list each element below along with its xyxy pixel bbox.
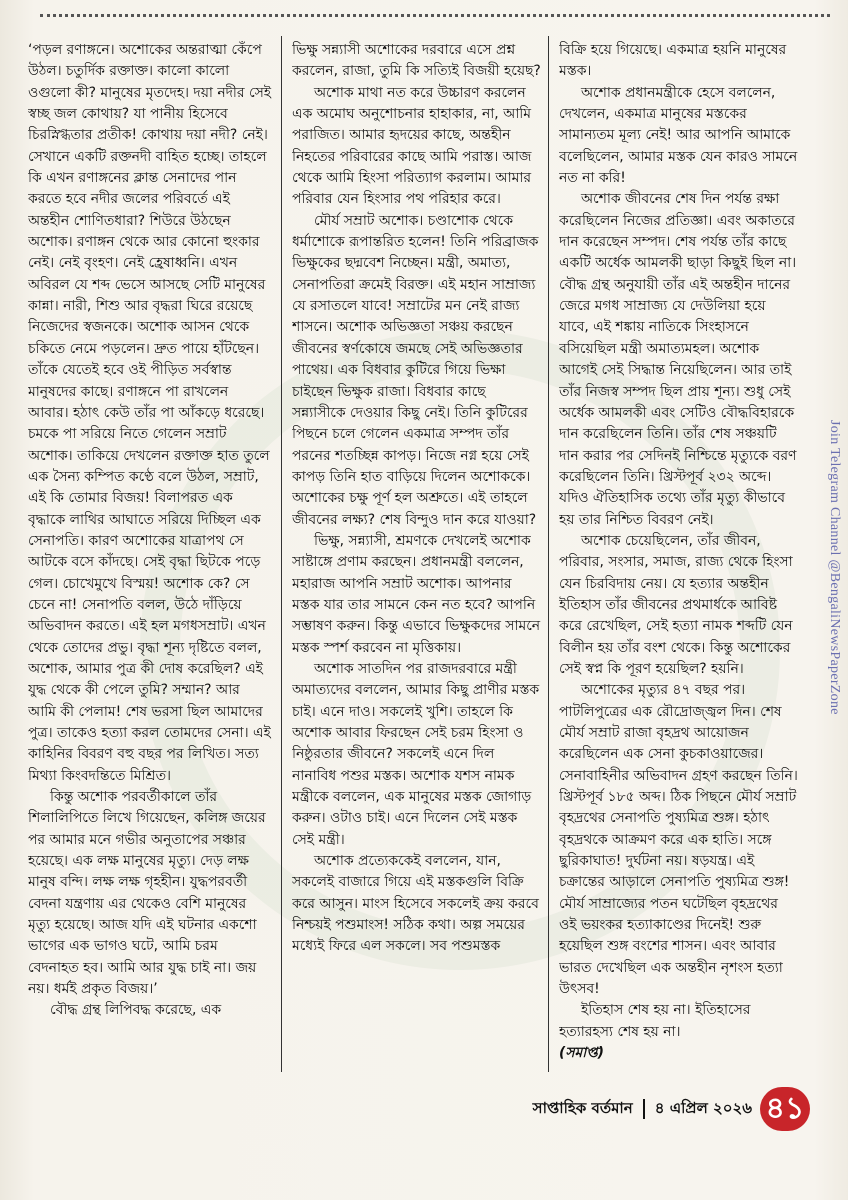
page-number-badge: ৪১: [760, 1087, 810, 1131]
paragraph: অশোক প্রধানমন্ত্রীকে হেসে বললেন, দেখলেন, একমাত্র মানুষের মস্তকের সামান্যতম মূল্য নেই! আর আপনি আমাকে বলেছিলেন, আমার মস্তক যেন কারও সামনে নত না করি!: [559, 84, 798, 187]
paragraph: বিক্রি হয়ে গিয়েছে। একমাত্র হয়নি মানুষের মস্তক।: [559, 42, 787, 80]
column-divider: [548, 36, 549, 1072]
text-column-3: [559, 40, 799, 1074]
magazine-name: সাপ্তাহিক বর্তমান: [532, 1098, 633, 1117]
top-dotted-rule: [40, 14, 830, 21]
paragraph: অশোক চেয়েছিলেন, তাঁর জীবন, পরিবার, সংসার, সমাজ, রাজ্য থেকে হিংসা যেন চিরবিদায় নেয়। যে হত্যার অন্তহীন ইতিহাস তাঁর জীবনের প্রথমার্ধকে আবিষ্ট করে রেখেছিল, সেই হত্যা নামক শব্দটি যেন বিলীন হয় তাঁর বংশ থেকে। কিন্তু অশোকের সেই স্বপ্ন কি পূরণ হয়েছিল? হয়নি।: [559, 532, 793, 677]
paragraph: কিন্তু অশোক পরবর্তীকালে তাঁর শিলালিপিতে লিখে গিয়েছেন, কলিঙ্গ জয়ের পর আমার মনে গভীর অনুতাপের সঞ্চার হয়েছে। এক লক্ষ মানুষের মৃত্যু। দেড় লক্ষ মানুষ বন্দি। লক্ষ লক্ষ গৃহহীন। যুদ্ধপরবর্তী বেদনা যন্ত্রণায় এর থেকেও বেশি মানুষের মৃত্যু হয়েছে। আজ যদি এই ঘটনার একশো ভাগের এক ভাগও ঘটে, আমি চরম বেদনাহত হব। আমি আর যুদ্ধ চাই না। জয় নয়। ধর্মই প্রকৃত বিজয়।’: [28, 789, 266, 998]
paragraph: অশোকের মৃত্যুর ৪৭ বছর পর। পাটলিপুত্রের এক রৌদ্রোজ্জ্বল দিন। শেষ মৌর্য সম্রাট রাজা বৃহদ্রথ আয়োজন করেছিলেন এক সেনা কুচকাওয়াজের। সেনাবাহিনীর অভিবাদন গ্রহণ করছেন তিনি। খ্রিস্টপূর্ব ১৮৫ অব্দ। ঠিক পিছনে মৌর্য সম্রাট বৃহদ্রথের সেনাপতি পুষ্যমিত্র শুঙ্গ। হঠাৎ বৃহদ্রথকে আক্রমণ করে এক হাতি। সঙ্গে ছুরিকাঘাত! দুর্ঘটনা নয়। ষড়যন্ত্র। এই চক্রান্তের আড়ালে সেনাপতি পুষ্যমিত্র শুঙ্গ! মৌর্য সাম্রাজ্যের পতন ঘটেছিল বৃহদ্রথের ওই ভয়ংকর হত্যাকাণ্ডের দিনেই! শুরু হয়েছিল শুঙ্গ বংশের শাসন। এবং আবার ভারত দেখেছিল এক অন্তহীন নৃশংস হত্যা উৎসব!: [559, 682, 798, 998]
end-mark: (সমাপ্ত): [559, 1045, 605, 1062]
paragraph: অশোক জীবনের শেষ দিন পর্যন্ত রক্ষা করেছিলেন নিজের প্রতিজ্ঞা। এবং অকাতরে দান করেছেন সম্পদ। শেষ পর্যন্ত তাঁর কাছে একটি অর্ধেক আমলকী ছাড়া কিছুই ছিল না। বৌদ্ধ গ্রন্থ অনুযায়ী তাঁর এই অন্তহীন দানের জেরে মগধ সাম্রাজ্য যে দেউলিয়া হয়ে যাবে, এই শঙ্কায় নাতিকে সিংহাসনে বসিয়েছিল মন্ত্রী অমাত্যমহল। অশোক আগেই সেই সিদ্ধান্ত নিয়েছিলেন। আর তাই তাঁর নিজস্ব সম্পদ ছিল প্রায় শূন্য। শুধু সেই অর্ধেক আমলকী এবং সেটিও বৌদ্ধবিহারকে দান করেছিলেন তিনি। তাঁর শেষ সঞ্চয়টি দান করার পর সেদিনই নিশ্চিন্তে মৃত্যুকে বরণ করেছিলেন তিনি। খ্রিস্টপূর্ব ২৩২ অব্দে। যদিও ঐতিহাসিক তথ্যে তাঁর মৃত্যু কীভাবে হয় তার নিশ্চিত বিবরণ নেই।: [559, 191, 797, 528]
paragraph: অশোক প্রত্যেককেই বললেন, যান, সকলেই বাজারে গিয়ে এই মস্তকগুলি বিক্রি করে আসুন। মাংস হিসেবে সকলেই ক্রয় করবে নিশ্চয়ই পশুমাংস! সঠিক কথা। অল্প সময়ের মধ্যেই ফিরে এল সকলে। সব পশুমস্তক: [292, 853, 539, 955]
paragraph: অশোক সাতদিন পর রাজদরবারে মন্ত্রী অমাত্যদের বললেন, আমার কিছু প্রাণীর মস্তক চাই। এনে দাও। সকলেই খুশি। তাহলে কি অশোক আবার ফিরছেন সেই চরম হিংসা ও নিষ্ঠুরতার জীবনে? সকলেই এনে দিল নানাবিধ পশুর মস্তক। অশোক যশস নামক মন্ত্রীকে বললেন, এক মানুষের মস্তক জোগাড় করুন। ওটাও চাই। এনে দিলেন সেই মস্তক সেই মন্ত্রী।: [292, 660, 540, 848]
paragraph: ভিক্ষু, সন্ন্যাসী, শ্রমণকে দেখলেই অশোক সাষ্টাঙ্গে প্রণাম করছেন। প্রধানমন্ত্রী বললেন, মহারাজ আপনি সম্রাট অশোক। আপনার মস্তক যার তার সামনে কেন নত হবে? আপনি সম্ভাষণ করুন। কিন্তু এভাবে ভিক্ষুকদের সামনে মস্তক স্পর্শ করবেন না মৃত্তিকায়।: [292, 532, 541, 656]
paragraph: ভিক্ষু সন্ন্যাসী অশোকের দরবারে এসে প্রশ্ন করলেন, রাজা, তুমি কি সত্যিই বিজয়ী হয়েছ?: [292, 42, 541, 80]
footer-separator: [643, 1099, 645, 1119]
paragraph: ইতিহাস শেষ হয় না। ইতিহাসের হত্যারহস্য শেষ হয় না।: [559, 1002, 751, 1040]
paragraph: অশোক মাথা নত করে উচ্চারণ করলেন এক অমোঘ অনুশোচনার হাহাকার, না, আমি পরাজিত। আমার হৃদয়ের কাছে, অন্তহীন নিহতের পরিবারের কাছে আমি পরাস্ত। আজ থেকে আমি হিংসা পরিত্যাগ করলাম। আমার পরিবার যেন হিংসার পথ পরিহার করে।: [292, 84, 532, 208]
page-footer: [533, 1084, 810, 1134]
text-column-2: [292, 40, 542, 1074]
paragraph: ‘পড়ল রণাঙ্গনে। অশোকের অন্তরাত্মা কেঁপে উঠল। চতুর্দিক রক্তাক্ত। কালো কালো ওগুলো কী? মানুষের মৃতদেহ। দয়া নদীর সেই স্বচ্ছ জল কোথায়? যা পানীয় হিসেবে চিরস্নিগ্ধতার প্রতীক! কোথায় দয়া নদী? নেই। সেখানে একটি রক্তনদী বাহিত হচ্ছে। তাহলে কি এখন রণাঙ্গনের ক্লান্ত সেনাদের পান করতে হবে নদীর জলের পরিবর্তে এই অন্তহীন শোণিতধারা? শিউরে উঠছেন অশোক। রণাঙ্গন থেকে আর কোনো হুংকার নেই। নেই বৃংহণ। নেই হ্রেষাধ্বনি। এখন অবিরল যে শব্দ ভেসে আসছে সেটি মানুষের কান্না। নারী, শিশু আর বৃদ্ধরা ঘিরে রয়েছে নিজেদের স্বজনকে। অশোক আসন থেকে চকিতে নেমে পড়লেন। দ্রুত পায়ে হাঁটছেন। তাঁকে যেতেই হবে ওই পীড়িত সর্বস্বান্ত মানুষদের কাছে। রণাঙ্গনে পা রাখলেন আবার। হঠাৎ কেউ তাঁর পা আঁকড়ে ধরেছে। চমকে পা সরিয়ে নিতে গেলেন সম্রাট অশোক। তাকিয়ে দেখলেন রক্তাক্ত হাত তুলে এক সৈন্য কম্পিত কণ্ঠে বলে উঠল, সম্রাট, এই কি তোমার বিজয়! বিলাপরত এক বৃদ্ধাকে লাথির আঘাতে সরিয়ে দিচ্ছিল এক সেনাপতি। কারণ অশোকের যাত্রাপথ সে আটকে বসে কাঁদছে। সেই বৃদ্ধা ছিটকে পড়ে গেল। চোখেমুখে বিস্ময়! অশোক কে? সে চেনে না! সেনাপতি বলল, উঠে দাঁড়িয়ে অভিবাদন করতে। এই হল মগধসম্রাট। এখন থেকে তোদের প্রভু। বৃদ্ধা শূন্য দৃষ্টিতে বলল, অশোক, আমার পুত্র কী দোষ করেছিল? এই যুদ্ধ থেকে কী পেলে তুমি? সম্মান? আর আমি কী পেলাম! শেষ ভরসা ছিল আমাদের পুত্র। তাকেও হত্যা করল তোমদের সেনা। এই কাহিনির বিবরণ বহু বছর পর লিখিত। সত্য মিথ্যা কিংবদন্তিতে মিশ্রিত।: [28, 42, 272, 784]
paragraph: মৌর্য সম্রাট অশোক। চণ্ডাশোক থেকে ধর্মাশোকে রূপান্তরিত হলেন! তিনি পরিব্রাজক ভিক্ষুকের ছদ্মবেশ নিচ্ছেন। মন্ত্রী, অমাত্য, সেনাপতিরা ক্রমেই বিরক্ত। এই মহান সাম্রাজ্য যে রসাতলে যাবে! সম্রাটের মন নেই রাজ্য শাসনে। অশোক অভিজ্ঞতা সঞ্চয় করছেন জীবনের স্বর্ণকোষে জমছে সেই অভিজ্ঞতার পাথেয়। এক বিধবার কুটিরে গিয়ে ভিক্ষা চাইছেন ভিক্ষুক রাজা। বিধবার কাছে সন্ন্যাসীকে দেওয়ার কিছু নেই। তিনি কুটিরের পিছনে চলে গেলেন একমাত্র সম্পদ তাঁর পরনের শতচ্ছিন্ন কাপড়। নিজে নগ্ন হয়ে সেই কাপড় তিনি হাত বাড়িয়ে দিলেন অশোককে। অশোকের চক্ষু পূর্ণ হল অশ্রুতে। এই তাহলে জীবনের লক্ষ্য? শেষ বিন্দুও দান করে যাওয়া?: [292, 212, 539, 528]
column-divider: [281, 36, 282, 1072]
side-watermark: Join Telegram Channel @BengaliNewsPaperZone: [827, 420, 842, 715]
issue-date: ৪ এপ্রিল ২০২৬: [654, 1098, 752, 1117]
paragraph: বৌদ্ধ গ্রন্থ লিপিবদ্ধ করেছে, এক: [50, 1002, 222, 1019]
text-column-1: [28, 40, 272, 1074]
